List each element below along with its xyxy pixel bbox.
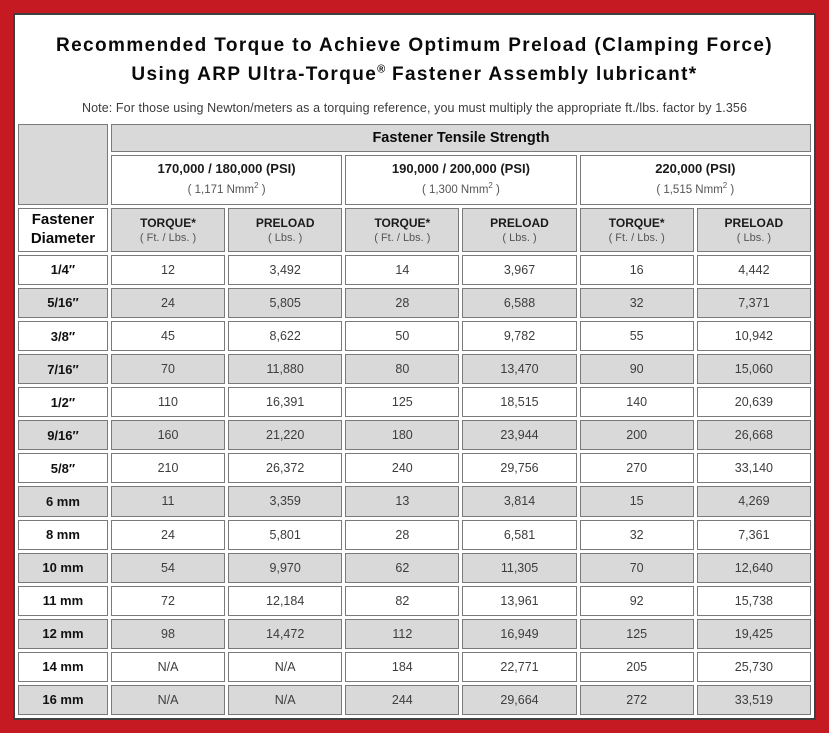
- title-line2-end: Fastener Assembly lubricant*: [385, 64, 698, 86]
- value-cell: 4,269: [697, 486, 811, 516]
- psi-label-3: 220,000 (PSI): [655, 161, 736, 177]
- psi-label-1: 170,000 / 180,000 (PSI): [157, 161, 296, 177]
- diameter-cell: 11 mm: [18, 586, 108, 616]
- value-cell: 6,588: [462, 288, 576, 318]
- value-cell: 3,814: [462, 486, 576, 516]
- value-cell: 20,639: [697, 387, 811, 417]
- value-cell: 28: [345, 520, 459, 550]
- diameter-cell: 7/16″: [18, 354, 108, 384]
- table-row: [18, 586, 811, 616]
- value-cell: 272: [580, 685, 694, 715]
- value-cell: 33,140: [697, 453, 811, 483]
- value-cell: 82: [345, 586, 459, 616]
- table-row: [18, 420, 811, 450]
- value-cell: 125: [345, 387, 459, 417]
- torque-table-wrap: [15, 121, 814, 718]
- value-cell: 14,472: [228, 619, 342, 649]
- value-cell: 15,738: [697, 586, 811, 616]
- column-header-preload-3: PRELOAD ( Lbs. ): [697, 208, 811, 252]
- value-cell: 16,391: [228, 387, 342, 417]
- value-cell: 10,942: [697, 321, 811, 351]
- diameter-cell: 6 mm: [18, 486, 108, 516]
- value-cell: 13: [345, 486, 459, 516]
- table-row: [18, 255, 811, 285]
- nmm-label-1: ( 1,171 Nmm$^2$ ): [187, 181, 266, 197]
- content-box: [13, 13, 816, 720]
- value-cell: N/A: [111, 652, 225, 682]
- value-cell: 3,359: [228, 486, 342, 516]
- nmm-label-3: ( 1,515 Nmm$^2$ ): [656, 181, 735, 197]
- value-cell: 26,668: [697, 420, 811, 450]
- column-header-torque-3: TORQUE* ( Ft. / Lbs. ): [580, 208, 694, 252]
- title-line1: Recommended Torque to Achieve Optimum Preload (Clamping Force): [55, 35, 774, 56]
- strength-group-header-2: [345, 155, 576, 205]
- table-row: [18, 321, 811, 351]
- table-row: [18, 288, 811, 318]
- value-cell: 8,622: [228, 321, 342, 351]
- value-cell: 15: [580, 486, 694, 516]
- diameter-cell: 16 mm: [18, 685, 108, 715]
- value-cell: 13,961: [462, 586, 576, 616]
- diameter-cell: 8 mm: [18, 520, 108, 550]
- table-row: [18, 619, 811, 649]
- value-cell: 22,771: [462, 652, 576, 682]
- diameter-cell: 1/4″: [18, 255, 108, 285]
- table-row: [18, 354, 811, 384]
- psi-label-2: 190,000 / 200,000 (PSI): [391, 161, 530, 177]
- note-text: Note: For those using Newton/meters as a torquing reference, you must multiply the appropriate ft./lbs. factor by 1.356: [81, 100, 747, 115]
- table-row: [18, 553, 811, 583]
- value-cell: 70: [580, 553, 694, 583]
- value-cell: 98: [111, 619, 225, 649]
- value-cell: 13,470: [462, 354, 576, 384]
- table-row: [18, 520, 811, 550]
- value-cell: 14: [345, 255, 459, 285]
- value-cell: 6,581: [462, 520, 576, 550]
- value-cell: 270: [580, 453, 694, 483]
- table-row: [18, 387, 811, 417]
- value-cell: 70: [111, 354, 225, 384]
- value-cell: 210: [111, 453, 225, 483]
- table-row: [18, 652, 811, 682]
- value-cell: 25,730: [697, 652, 811, 682]
- table-row: [18, 453, 811, 483]
- value-cell: 240: [345, 453, 459, 483]
- value-cell: 7,371: [697, 288, 811, 318]
- value-cell: 92: [580, 586, 694, 616]
- tensile-strength-header: Fastener Tensile Strength: [111, 124, 811, 152]
- value-cell: 50: [345, 321, 459, 351]
- diameter-cell: 3/8″: [18, 321, 108, 351]
- value-cell: 110: [111, 387, 225, 417]
- value-cell: 80: [345, 354, 459, 384]
- value-cell: 72: [111, 586, 225, 616]
- value-cell: 15,060: [697, 354, 811, 384]
- value-cell: 125: [580, 619, 694, 649]
- diameter-cell: 5/16″: [18, 288, 108, 318]
- value-cell: 16: [580, 255, 694, 285]
- column-header-torque-2: TORQUE* ( Ft. / Lbs. ): [345, 208, 459, 252]
- value-cell: 28: [345, 288, 459, 318]
- value-cell: 11,305: [462, 553, 576, 583]
- value-cell: 180: [345, 420, 459, 450]
- title-area: [15, 15, 814, 121]
- value-cell: 18,515: [462, 387, 576, 417]
- value-cell: 24: [111, 288, 225, 318]
- diameter-cell: 1/2″: [18, 387, 108, 417]
- value-cell: 33,519: [697, 685, 811, 715]
- value-cell: 45: [111, 321, 225, 351]
- value-cell: 244: [345, 685, 459, 715]
- strength-group-header-1: [111, 155, 342, 205]
- value-cell: 5,805: [228, 288, 342, 318]
- diameter-cell: 10 mm: [18, 553, 108, 583]
- value-cell: 205: [580, 652, 694, 682]
- table-row: [18, 685, 811, 715]
- value-cell: 32: [580, 520, 694, 550]
- value-cell: 11: [111, 486, 225, 516]
- value-cell: 12,184: [228, 586, 342, 616]
- value-cell: 9,782: [462, 321, 576, 351]
- value-cell: 55: [580, 321, 694, 351]
- title-line2: Using ARP Ultra-Torque: [131, 64, 378, 86]
- value-cell: 140: [580, 387, 694, 417]
- strength-group-header-3: [580, 155, 811, 205]
- diameter-header: Fastener Diameter: [18, 208, 108, 252]
- value-cell: N/A: [111, 685, 225, 715]
- value-cell: 19,425: [697, 619, 811, 649]
- value-cell: 26,372: [228, 453, 342, 483]
- column-header-preload-2: PRELOAD ( Lbs. ): [462, 208, 576, 252]
- column-header-preload-1: PRELOAD ( Lbs. ): [228, 208, 342, 252]
- value-cell: N/A: [228, 685, 342, 715]
- diameter-cell: 9/16″: [18, 420, 108, 450]
- column-header-torque-1: TORQUE* ( Ft. / Lbs. ): [111, 208, 225, 252]
- table-body: [18, 255, 811, 715]
- value-cell: 54: [111, 553, 225, 583]
- diameter-cell: 12 mm: [18, 619, 108, 649]
- diameter-cell: 14 mm: [18, 652, 108, 682]
- corner-cell: [18, 124, 108, 205]
- value-cell: 11,880: [228, 354, 342, 384]
- value-cell: 7,361: [697, 520, 811, 550]
- value-cell: 3,967: [462, 255, 576, 285]
- value-cell: 32: [580, 288, 694, 318]
- value-cell: 3,492: [228, 255, 342, 285]
- diameter-cell: 5/8″: [18, 453, 108, 483]
- value-cell: 62: [345, 553, 459, 583]
- value-cell: 23,944: [462, 420, 576, 450]
- value-cell: 160: [111, 420, 225, 450]
- value-cell: 12,640: [697, 553, 811, 583]
- value-cell: 16,949: [462, 619, 576, 649]
- value-cell: 21,220: [228, 420, 342, 450]
- value-cell: 112: [345, 619, 459, 649]
- document-title: [23, 31, 806, 90]
- value-cell: 12: [111, 255, 225, 285]
- nmm-label-2: ( 1,300 Nmm$^2$ ): [421, 181, 500, 197]
- value-cell: 29,756: [462, 453, 576, 483]
- table-row: [18, 486, 811, 516]
- value-cell: 90: [580, 354, 694, 384]
- value-cell: 9,970: [228, 553, 342, 583]
- torque-table: [15, 121, 814, 718]
- registered-trademark-symbol: ®: [377, 64, 386, 77]
- value-cell: 4,442: [697, 255, 811, 285]
- value-cell: N/A: [228, 652, 342, 682]
- value-cell: 184: [345, 652, 459, 682]
- value-cell: 29,664: [462, 685, 576, 715]
- value-cell: 5,801: [228, 520, 342, 550]
- value-cell: 24: [111, 520, 225, 550]
- value-cell: 200: [580, 420, 694, 450]
